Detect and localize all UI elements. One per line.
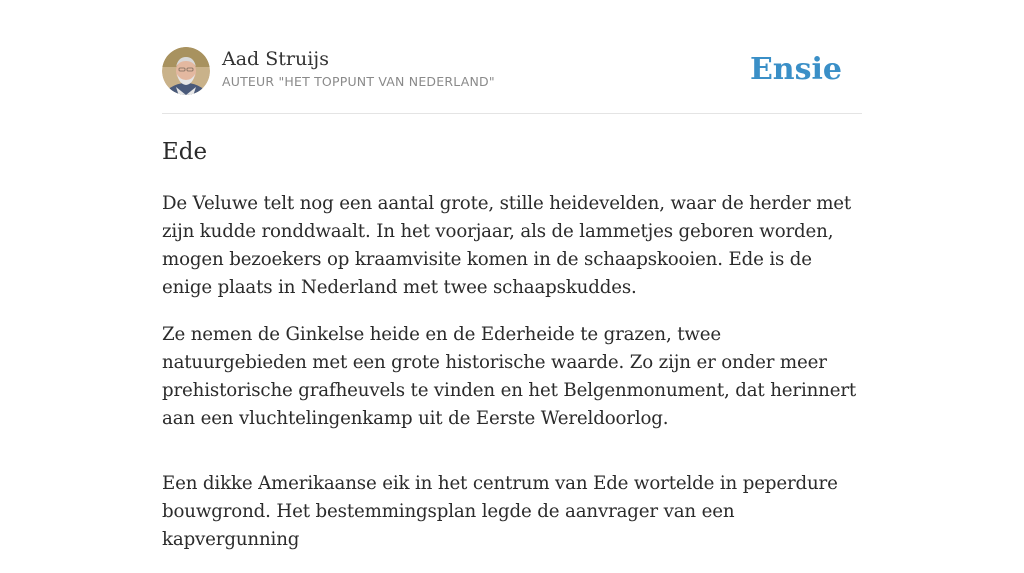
ensie-logo-link[interactable]: Ensie xyxy=(749,52,842,87)
article-paragraph: Een dikke Amerikaanse eik in het centrum van Ede wortelde in peperdure bouwgrond. Het bestemmingsplan legde de aanvrager van een kapvergunning xyxy=(162,473,838,550)
article-title: Ede xyxy=(162,139,208,165)
article-page xyxy=(162,0,862,550)
article-paragraph: Ze nemen de Ginkelse heide en de Ederheide te grazen, twee natuurgebieden met een grote historische waarde. Zo zijn er onder meer prehistorische grafheuvels te vinden en het Belgenmonument, dat herinnert aan een vluchtelingenkamp uit de Eerste Wereldoorlog. xyxy=(162,324,857,429)
author-header xyxy=(162,47,862,95)
article-paragraph: De Veluwe telt nog een aantal grote, stille heidevelden, waar de herder met zijn kudde ronddwaalt. In het voorjaar, als de lammetjes geboren worden, mogen bezoekers op kraamvisite komen in de schaapskooien. Ede is de enige plaats in Nederland met twee schaapskuddes. xyxy=(162,193,852,298)
article-body xyxy=(162,190,862,573)
author-role: AUTEUR "HET TOPPUNT VAN NEDERLAND" xyxy=(222,74,495,89)
header-divider xyxy=(162,113,862,114)
author-name[interactable]: Aad Struijs xyxy=(222,48,329,70)
author-avatar[interactable] xyxy=(162,47,210,95)
avatar-photo-icon xyxy=(162,47,210,95)
